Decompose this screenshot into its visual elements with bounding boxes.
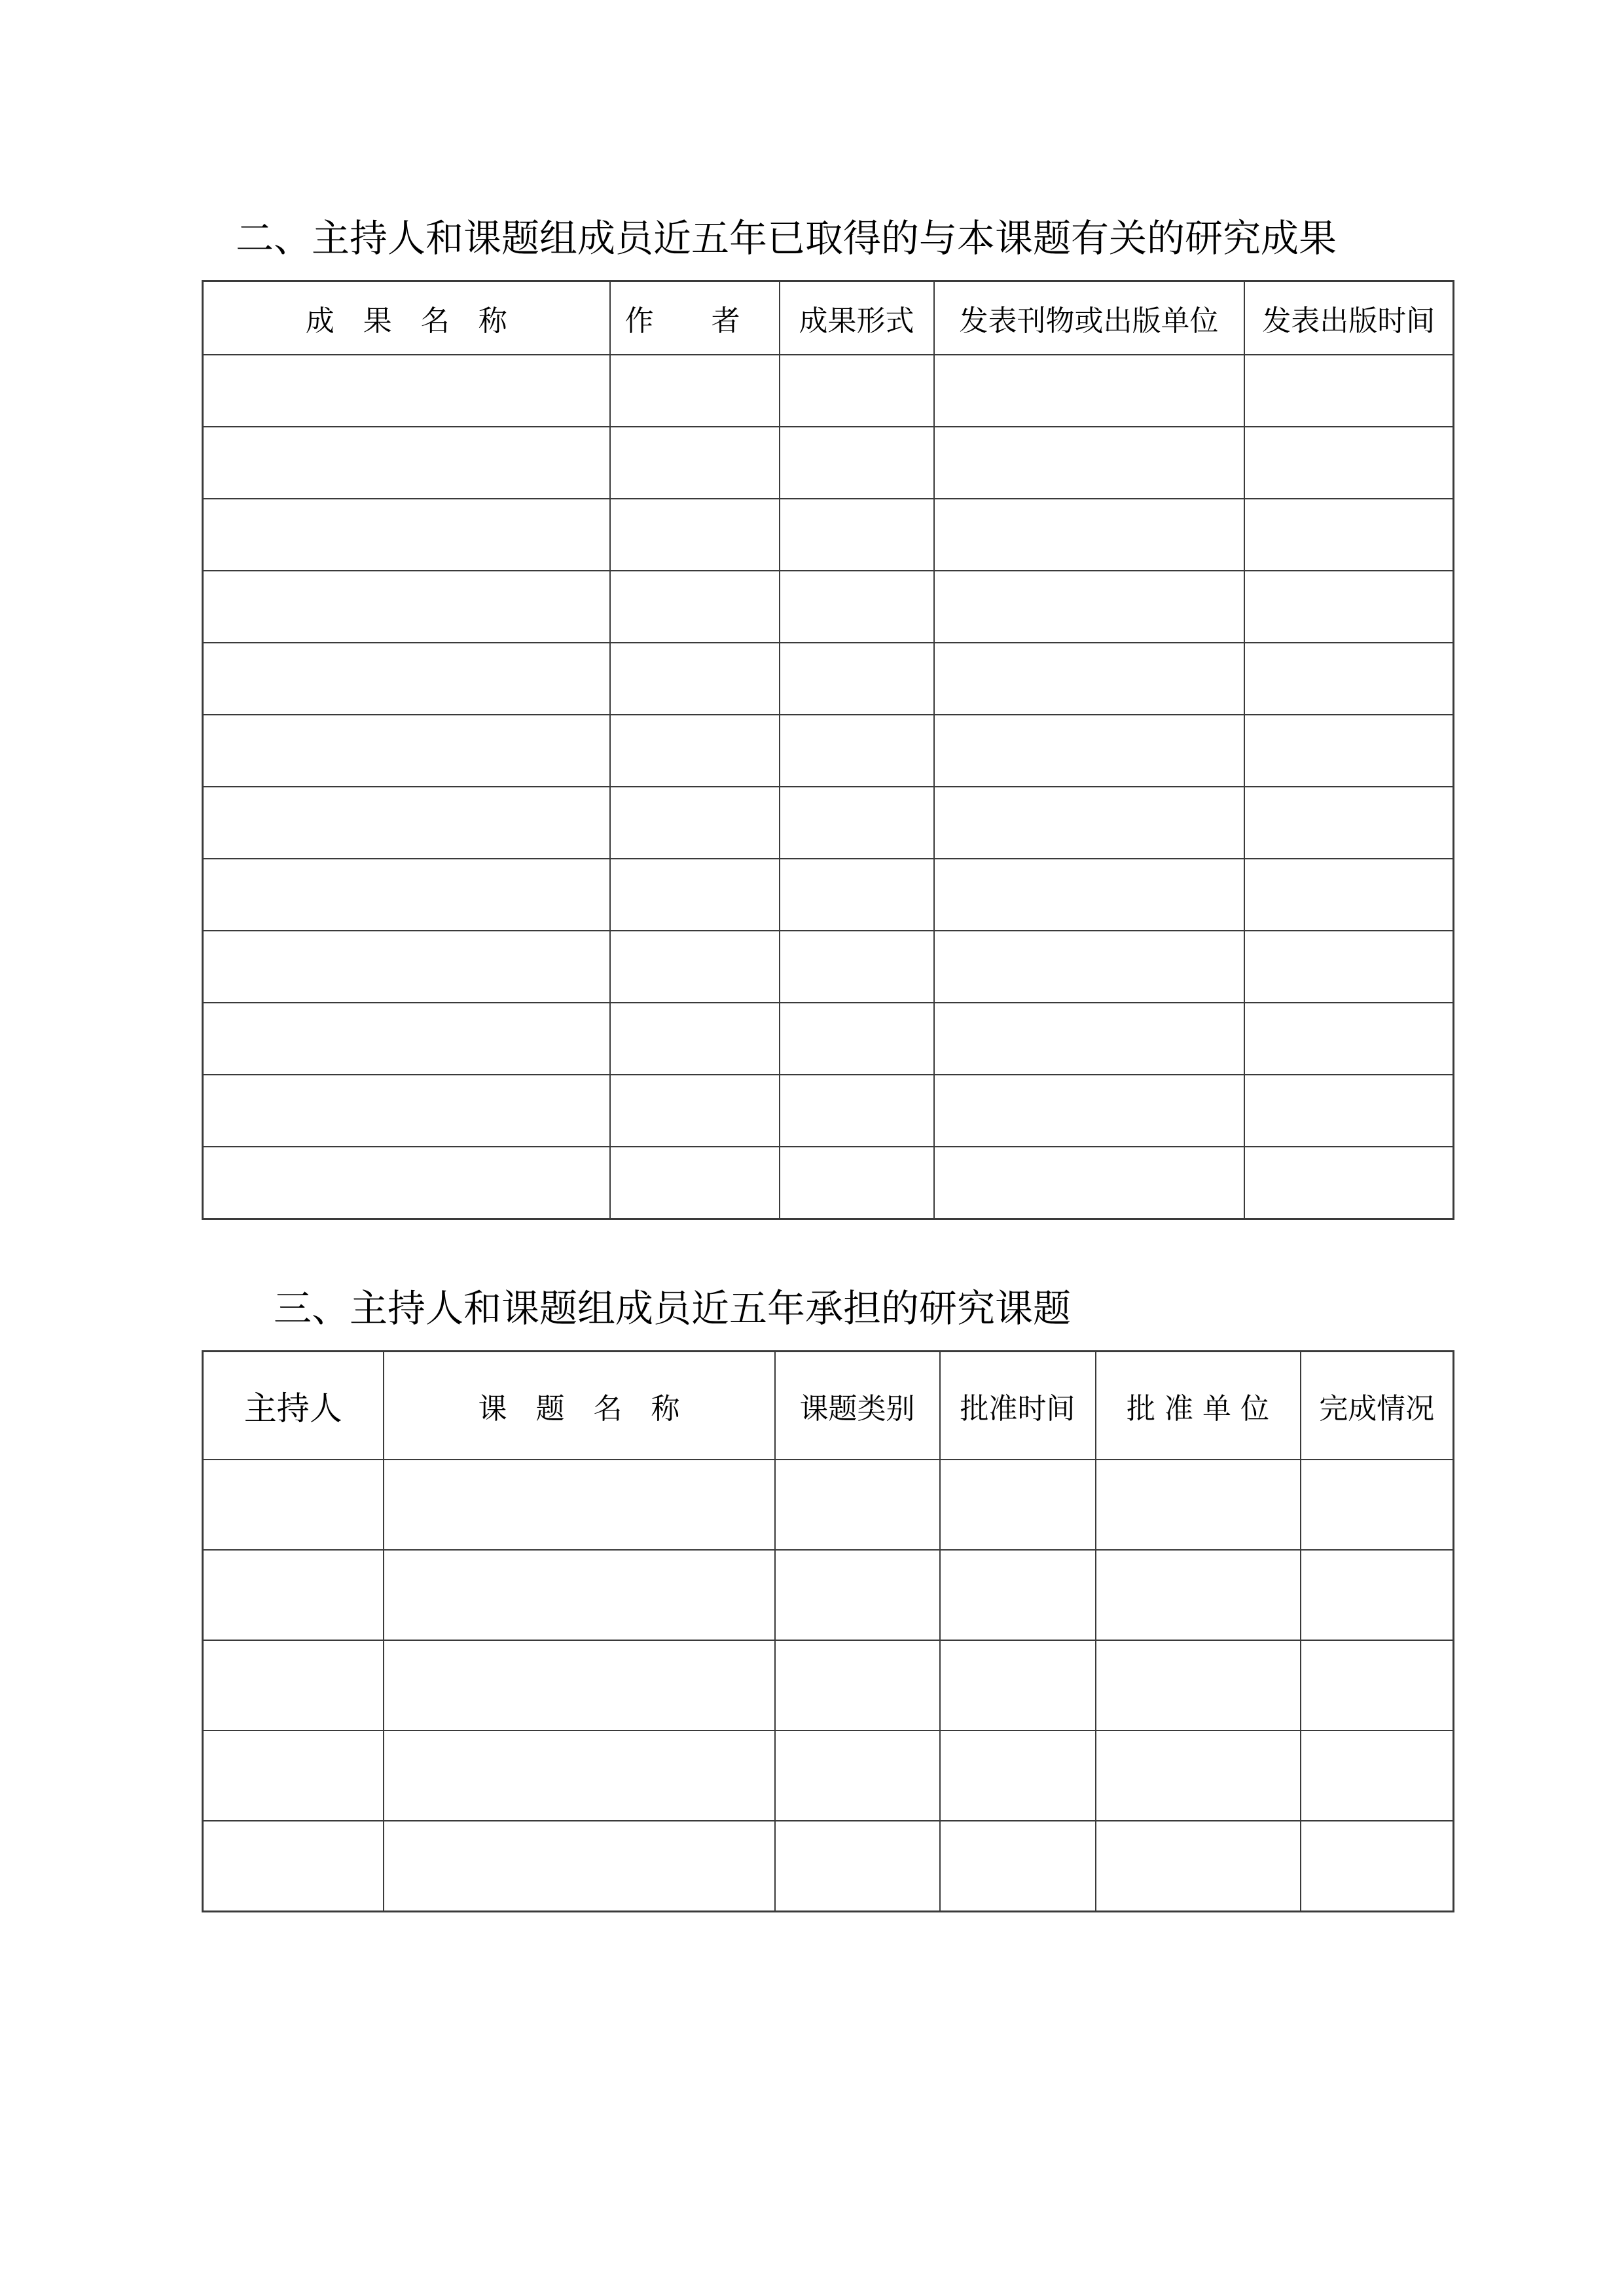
header-completion-status: 完成情况 bbox=[1301, 1352, 1454, 1460]
blank-entry-cell[interactable] bbox=[1301, 1550, 1454, 1640]
blank-entry-cell[interactable] bbox=[203, 1821, 384, 1912]
blank-entry-cell[interactable] bbox=[203, 427, 610, 499]
blank-entry-cell[interactable] bbox=[780, 715, 934, 787]
blank-entry-cell[interactable] bbox=[1244, 931, 1454, 1003]
blank-entry-cell[interactable] bbox=[203, 571, 610, 643]
blank-entry-cell[interactable] bbox=[1096, 1640, 1301, 1731]
blank-entry-cell[interactable] bbox=[610, 931, 780, 1003]
blank-entry-cell[interactable] bbox=[934, 787, 1244, 859]
blank-entry-cell[interactable] bbox=[1244, 571, 1454, 643]
blank-entry-cell[interactable] bbox=[780, 1003, 934, 1075]
header-author: 作 者 bbox=[610, 281, 780, 355]
table-row bbox=[203, 427, 1454, 499]
blank-entry-cell[interactable] bbox=[384, 1460, 775, 1550]
blank-entry-cell[interactable] bbox=[1096, 1821, 1301, 1912]
header-achievement-name: 成 果 名 称 bbox=[203, 281, 610, 355]
blank-entry-cell[interactable] bbox=[1244, 787, 1454, 859]
blank-entry-cell[interactable] bbox=[780, 571, 934, 643]
blank-entry-cell[interactable] bbox=[610, 1003, 780, 1075]
table-row bbox=[203, 571, 1454, 643]
blank-entry-cell[interactable] bbox=[1301, 1821, 1454, 1912]
blank-entry-cell[interactable] bbox=[940, 1550, 1096, 1640]
blank-entry-cell[interactable] bbox=[610, 859, 780, 931]
blank-entry-cell[interactable] bbox=[203, 499, 610, 571]
blank-entry-cell[interactable] bbox=[934, 427, 1244, 499]
header-publish-date: 发表出版时间 bbox=[1244, 281, 1454, 355]
blank-entry-cell[interactable] bbox=[1096, 1460, 1301, 1550]
table-row bbox=[203, 1821, 1454, 1912]
table-row bbox=[203, 1075, 1454, 1147]
table-row bbox=[203, 643, 1454, 715]
blank-entry-cell[interactable] bbox=[1244, 1147, 1454, 1219]
table-row bbox=[203, 715, 1454, 787]
research-achievements-table bbox=[202, 280, 1454, 1220]
blank-entry-cell[interactable] bbox=[1301, 1460, 1454, 1550]
blank-entry-cell[interactable] bbox=[1244, 715, 1454, 787]
header-host: 主持人 bbox=[203, 1352, 384, 1460]
table-row bbox=[203, 355, 1454, 427]
blank-entry-cell[interactable] bbox=[780, 427, 934, 499]
blank-entry-cell[interactable] bbox=[940, 1731, 1096, 1821]
blank-entry-cell[interactable] bbox=[203, 1550, 384, 1640]
blank-entry-cell[interactable] bbox=[203, 931, 610, 1003]
header-project-category: 课题类别 bbox=[775, 1352, 940, 1460]
blank-entry-cell[interactable] bbox=[203, 643, 610, 715]
blank-entry-cell[interactable] bbox=[775, 1550, 940, 1640]
table-row bbox=[203, 499, 1454, 571]
blank-entry-cell[interactable] bbox=[780, 499, 934, 571]
blank-entry-cell[interactable] bbox=[1244, 643, 1454, 715]
blank-entry-cell[interactable] bbox=[940, 1460, 1096, 1550]
blank-entry-cell[interactable] bbox=[203, 1731, 384, 1821]
header-approving-unit: 批 准 单 位 bbox=[1096, 1352, 1301, 1460]
blank-entry-cell[interactable] bbox=[934, 355, 1244, 427]
blank-entry-cell[interactable] bbox=[1244, 1003, 1454, 1075]
blank-entry-cell[interactable] bbox=[934, 499, 1244, 571]
header-project-name: 课 题 名 称 bbox=[384, 1352, 775, 1460]
achievements-table-body bbox=[203, 355, 1454, 1219]
section-2-title: 二、主持人和课题组成员近五年已取得的与本课题有关的研究成果 bbox=[236, 216, 1337, 260]
blank-entry-cell[interactable] bbox=[1244, 499, 1454, 571]
header-publisher: 发表刊物或出版单位 bbox=[934, 281, 1244, 355]
blank-entry-cell[interactable] bbox=[203, 355, 610, 427]
blank-entry-cell[interactable] bbox=[934, 1075, 1244, 1147]
blank-entry-cell[interactable] bbox=[780, 1075, 934, 1147]
table-row bbox=[203, 1147, 1454, 1219]
projects-table-body bbox=[203, 1460, 1454, 1912]
blank-entry-cell[interactable] bbox=[203, 859, 610, 931]
blank-entry-cell[interactable] bbox=[1244, 427, 1454, 499]
table-row bbox=[203, 1460, 1454, 1550]
blank-entry-cell[interactable] bbox=[203, 1003, 610, 1075]
table-header-row bbox=[203, 281, 1454, 355]
blank-entry-cell[interactable] bbox=[610, 643, 780, 715]
blank-entry-cell[interactable] bbox=[384, 1821, 775, 1912]
blank-entry-cell[interactable] bbox=[940, 1640, 1096, 1731]
blank-entry-cell[interactable] bbox=[780, 787, 934, 859]
research-projects-table bbox=[202, 1350, 1454, 1912]
blank-entry-cell[interactable] bbox=[1096, 1731, 1301, 1821]
blank-entry-cell[interactable] bbox=[775, 1821, 940, 1912]
blank-entry-cell[interactable] bbox=[610, 355, 780, 427]
blank-entry-cell[interactable] bbox=[1096, 1550, 1301, 1640]
blank-entry-cell[interactable] bbox=[934, 1003, 1244, 1075]
blank-entry-cell[interactable] bbox=[203, 715, 610, 787]
blank-entry-cell[interactable] bbox=[384, 1640, 775, 1731]
blank-entry-cell[interactable] bbox=[610, 427, 780, 499]
blank-entry-cell[interactable] bbox=[934, 931, 1244, 1003]
table-row bbox=[203, 1550, 1454, 1640]
blank-entry-cell[interactable] bbox=[780, 643, 934, 715]
blank-entry-cell[interactable] bbox=[610, 715, 780, 787]
blank-entry-cell[interactable] bbox=[384, 1731, 775, 1821]
blank-entry-cell[interactable] bbox=[780, 355, 934, 427]
table-row bbox=[203, 787, 1454, 859]
table-row bbox=[203, 931, 1454, 1003]
header-achievement-form: 成果形式 bbox=[780, 281, 934, 355]
blank-entry-cell[interactable] bbox=[775, 1460, 940, 1550]
blank-entry-cell[interactable] bbox=[1244, 355, 1454, 427]
blank-entry-cell[interactable] bbox=[1301, 1731, 1454, 1821]
blank-entry-cell[interactable] bbox=[203, 1147, 610, 1219]
table-header-row bbox=[203, 1352, 1454, 1460]
blank-entry-cell[interactable] bbox=[610, 571, 780, 643]
table-row bbox=[203, 859, 1454, 931]
blank-entry-cell[interactable] bbox=[934, 571, 1244, 643]
blank-entry-cell[interactable] bbox=[780, 859, 934, 931]
blank-entry-cell[interactable] bbox=[780, 1147, 934, 1219]
blank-entry-cell[interactable] bbox=[610, 1147, 780, 1219]
blank-entry-cell[interactable] bbox=[775, 1731, 940, 1821]
blank-entry-cell[interactable] bbox=[934, 715, 1244, 787]
blank-entry-cell[interactable] bbox=[934, 859, 1244, 931]
table-row bbox=[203, 1003, 1454, 1075]
blank-entry-cell[interactable] bbox=[610, 499, 780, 571]
blank-entry-cell[interactable] bbox=[610, 787, 780, 859]
table-row bbox=[203, 1731, 1454, 1821]
blank-entry-cell[interactable] bbox=[1244, 859, 1454, 931]
blank-entry-cell[interactable] bbox=[934, 643, 1244, 715]
table-row bbox=[203, 1640, 1454, 1731]
section-3-title: 三、主持人和课题组成员近五年承担的研究课题 bbox=[274, 1286, 1072, 1331]
blank-entry-cell[interactable] bbox=[203, 787, 610, 859]
blank-entry-cell[interactable] bbox=[934, 1147, 1244, 1219]
blank-entry-cell[interactable] bbox=[203, 1075, 610, 1147]
blank-entry-cell[interactable] bbox=[780, 931, 934, 1003]
header-approval-date: 批准时间 bbox=[940, 1352, 1096, 1460]
blank-entry-cell[interactable] bbox=[384, 1550, 775, 1640]
blank-entry-cell[interactable] bbox=[203, 1460, 384, 1550]
blank-entry-cell[interactable] bbox=[940, 1821, 1096, 1912]
blank-entry-cell[interactable] bbox=[1244, 1075, 1454, 1147]
blank-entry-cell[interactable] bbox=[1301, 1640, 1454, 1731]
blank-entry-cell[interactable] bbox=[203, 1640, 384, 1731]
blank-entry-cell[interactable] bbox=[610, 1075, 780, 1147]
blank-entry-cell[interactable] bbox=[775, 1640, 940, 1731]
